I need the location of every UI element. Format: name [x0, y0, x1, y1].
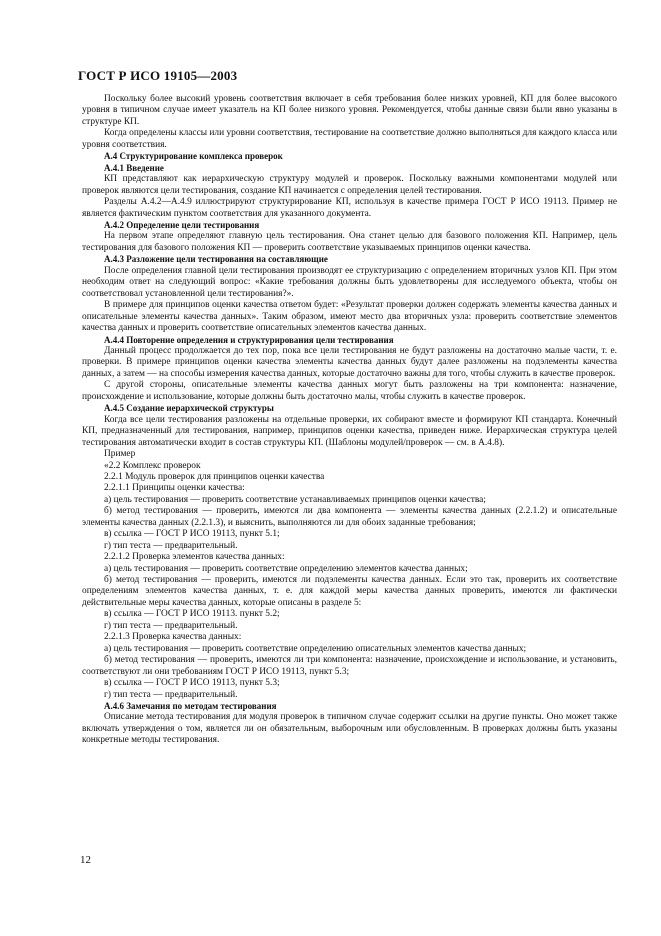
section-heading: А.4.4 Повторение определения и структурирования цели тестирования [104, 334, 394, 345]
example-line: а) цель тестирования — проверить соответствие определению описательных элементов качества данных; [104, 643, 527, 654]
example-line: в) ссылка — ГОСТ Р ИСО 19113. пункт 5.2; [104, 609, 280, 620]
section-heading: А.4 Структурирование комплекса проверок [104, 151, 283, 162]
example-line: б) метод тестирования — проверить, имеются ли два компонента — элементы качества данных (2.2.1.2) и описательные элементы качества данных (2.2.1.3), и выяснить, выполняются ли для обоих заданные требования; [82, 506, 617, 528]
paragraph: В примере для принципов оценки качества ответом будет: «Результат проверки должен содержать элементы качества данных и описательные элементы качества данных». Таким образом, имеют место два вторичных узла: проверить соответствие элементов качества данных и проверить соответствие описательных элементов качества данных. [82, 300, 617, 334]
document-body [82, 94, 617, 747]
paragraph: С другой стороны, описательные элементы качества данных могут быть разложены на три компонента: назначение, происхождение и использование, которые должны быть достаточно малы, чтобы служить в качестве проверок. [82, 380, 617, 402]
section-heading: А.4.5 Создание иерархической структуры [104, 403, 274, 414]
example-line: а) цель тестирования — проверить соответствие устанавливаемых принципов оценки качества; [104, 494, 486, 505]
example-line: б) метод тестирования — проверить, имеются ли подэлементы качества данных. Если это так, проверить их соответствие определениям элементов качества данных, т. е. для каждой меры качества данных проверить, имеются ли фактически действительные меры качества данных, которые описаны в разделе 5: [82, 575, 617, 608]
paragraph: Данный процесс продолжается до тех пор, пока все цели тестирования не будут разложены на достаточно малые части, т. е. проверки. В примере принципов оценки качества элементы качества данных будут далее разложены на подэлементы качества данных, а затем — на способы измерения качества данных, которые достаточно важны для того, чтобы служить в качестве проверок. [82, 345, 617, 379]
section-heading: А.4.6 Замечания по методам тестирования [104, 701, 277, 712]
section-heading: А.4.3 Разложение цели тестирования на составляющие [104, 254, 328, 265]
example-line: «2.2 Комплекс проверок [104, 460, 201, 471]
example-line: 2.2.1.3 Проверка качества данных: [104, 632, 242, 643]
example-line: г) тип теста — предварительный. [104, 689, 238, 700]
example-line: в) ссылка — ГОСТ Р ИСО 19113, пункт 5.3; [104, 678, 280, 689]
example-line: а) цель тестирования — проверить соответствие определению элементов качества данных; [104, 563, 468, 574]
paragraph: После определения главной цели тестирования производят ее структуризацию с определением вторичных узлов КП. При этом необходим ответ на следующий вопрос: «Какие требования должны быть удовлетворены для исследуемого объекта, чтобы он соответствовал установленной цели тестирования?». [82, 265, 617, 299]
example-line: 2.2.1 Модуль проверок для принципов оценки качества [104, 471, 325, 482]
paragraph: Когда все цели тестирования разложены на отдельные проверки, их собирают вместе и формируют КП стандарта. Конечный КП, предназначенный для тестирования, например, принципов оценки качества, приведен ниже. Иерархическая структура целей тестирования автоматически входит в состав структуры КП. (Шаблоны модулей/проверок — см. в А.4.8). [82, 414, 617, 448]
paragraph: КП представляют как иерархическую структуру модулей и проверок. Поскольку важными компонентами модулей или проверок являются цели тестирования, создание КП начинается с определения целей тестирования. [82, 174, 617, 196]
paragraph: На первом этапе определяют главную цель тестирования. Она станет целью для базового положения КП. Например, цель тестирования для базового положения КП — проверить соответствие указываемых принципов оценки качества. [82, 231, 617, 253]
example-line: г) тип теста — предварительный. [104, 620, 238, 631]
example-line: г) тип теста — предварительный. [104, 540, 238, 551]
page-number: 12 [80, 854, 91, 866]
document-header: ГОСТ Р ИСО 19105—2003 [78, 68, 238, 83]
example-line: в) ссылка — ГОСТ Р ИСО 19113, пункт 5.1; [104, 529, 280, 540]
example-label: Пример [104, 449, 136, 460]
example-line: 2.2.1.2 Проверка элементов качества данных: [104, 552, 285, 563]
example-line: б) метод тестирования — проверить, имеются ли три компонента: назначение, происхождение и использование, и установить, соответствуют ли они требованиям ГОСТ Р ИСО 19113, пункт 5.3; [82, 655, 617, 677]
section-heading: А.4.1 Введение [104, 162, 164, 173]
example-line: 2.2.1.1 Принципы оценки качества: [104, 483, 245, 494]
paragraph: Разделы А.4.2—А.4.9 иллюстрируют структурирование КП, используя в качестве примера ГОСТ Р ИСО 19113. Пример не является фактическим пунктом соответствия для указанного документа. [82, 197, 617, 219]
paragraph: Когда определены классы или уровни соответствия, тестирование на соответствие должно выполняться для каждого класса или уровня соответствия. [82, 128, 617, 150]
paragraph: Описание метода тестирования для модуля проверок в типичном случае содержит ссылки на другие пункты. Оно может также включать утверждения о том, является ли он обязательным, выборочным или обусловленным. В проверках должны быть указаны конкретные методы тестирования. [82, 712, 617, 746]
section-heading: А.4.2 Определение цели тестирования [104, 219, 260, 230]
paragraph: Поскольку более высокий уровень соответствия включает в себя требования более низких уровней, КП для более высокого уровня в типичном случае имеет указатель на КП более низкого уровня. Рекомендуется, чтобы данные связи были явно указаны в структуре КП. [82, 94, 617, 127]
